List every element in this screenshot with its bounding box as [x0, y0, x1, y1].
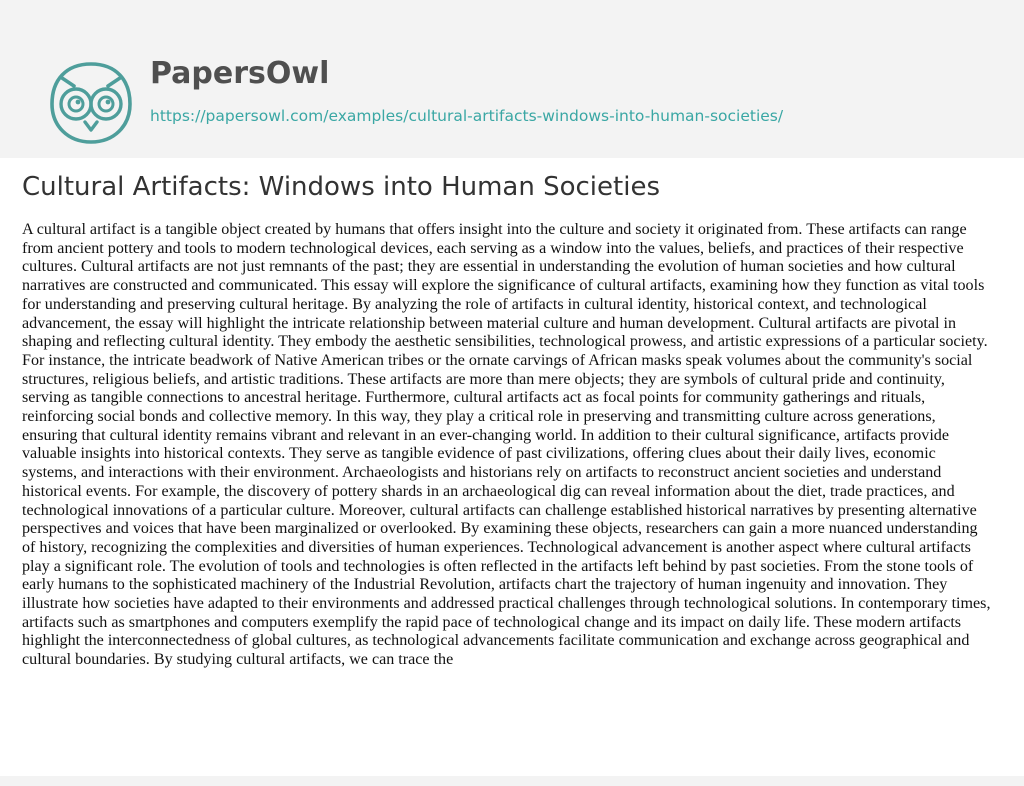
- brand-name: PapersOwl: [150, 56, 330, 91]
- article-title: Cultural Artifacts: Windows into Human Societies: [22, 172, 660, 202]
- footer-bar: [0, 776, 1024, 786]
- article-body: A cultural artifact is a tangible object created by humans that offers insight into the culture and society it originated from. These artifacts can range from ancient pottery and tools to modern technological devices, each serving as a window into the values, beliefs, and practices of their respective cultures. Cultural artifacts are not just remnants of the past; they are essential in understanding the evolution of human societies and how cultural narratives are constructed and communicated. This essay will explore the significance of cultural artifacts, examining how they function as vital tools for understanding and preserving cultural heritage. By analyzing the role of artifacts in cultural identity, historical context, and technological advancement, the essay will highlight the intricate relationship between material culture and human development. Cultural artifacts are pivotal in shaping and reflecting cultural identity. They embody the aesthetic sensibilities, technological prowess, and artistic expressions of a particular society. For instance, the intricate beadwork of Native American tribes or the ornate carvings of African masks speak volumes about the community's social structures, religious beliefs, and artistic traditions. These artifacts are more than mere objects; they are symbols of cultural pride and continuity, serving as tangible connections to ancestral heritage. Furthermore, cultural artifacts act as focal points for community gatherings and rituals, reinforcing social bonds and collective memory. In this way, they play a critical role in preserving and transmitting culture across generations, ensuring that cultural identity remains vibrant and relevant in an ever-changing world. In addition to their cultural significance, artifacts provide valuable insights into historical contexts. They serve as tangible evidence of past civilizations, offering clues about their daily lives, economic systems, and interactions with their environment. Archaeologists and historians rely on artifacts to reconstruct ancient societies and understand historical events. For example, the discovery of pottery shards in an archaeological dig can reveal information about the diet, trade practices, and technological innovations of a particular culture. Moreover, cultural artifacts can challenge established historical narratives by presenting alternative perspectives and voices that have been marginalized or overlooked. By examining these objects, researchers can gain a more nuanced understanding of history, recognizing the complexities and diversities of human experiences. Technological advancement is another aspect where cultural artifacts play a significant role. The evolution of tools and technologies is often reflected in the artifacts left behind by past societies. From the stone tools of early humans to the sophisticated machinery of the Industrial Revolution, artifacts chart the trajectory of human ingenuity and innovation. They illustrate how societies have adapted to their environments and addressed practical challenges through technological solutions. In contemporary times, artifacts such as smartphones and computers exemplify the rapid pace of technological change and its impact on daily life. These modern artifacts highlight the interconnectedness of global cultures, as technological advancements facilitate communication and exchange across geographical and cultural boundaries. By studying cultural artifacts, we can trace the: [22, 221, 991, 669]
- source-url-link[interactable]: https://papersowl.com/examples/cultural-artifacts-windows-into-human-societies/: [150, 107, 784, 125]
- site-header: [0, 0, 1024, 158]
- owl-logo-icon: [48, 60, 134, 146]
